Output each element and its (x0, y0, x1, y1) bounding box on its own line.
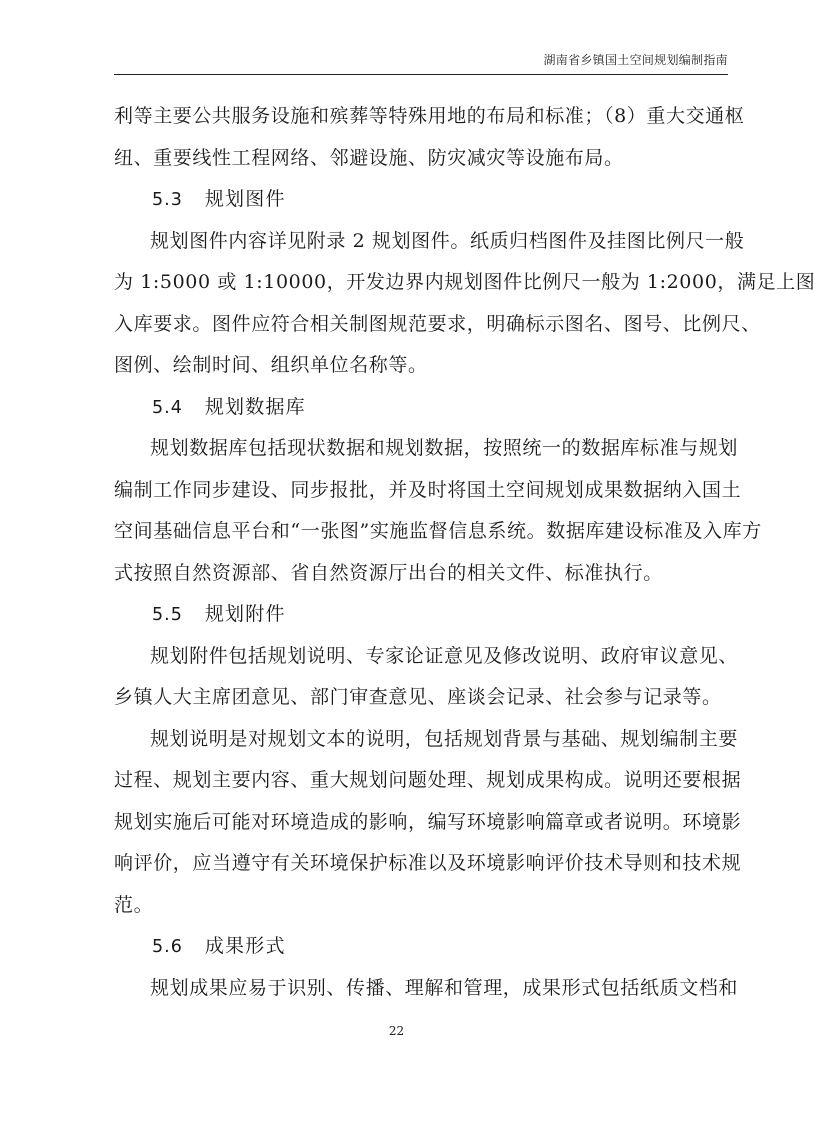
page-number: 22 (388, 1024, 405, 1038)
paragraph-line: 响评价，应当遵守有关环境保护标准以及环境影响评价技术导则和技术规 (114, 852, 742, 874)
section-number: 5.6 (152, 937, 183, 957)
paragraph-line: 乡镇人大主席团意见、部门审查意见、座谈会记录、社会参与记录等。 (114, 686, 722, 708)
paragraph-line: 编制工作同步建设、同步报批，并及时将国土空间规划成果数据纳入国土 (114, 478, 742, 501)
paragraph-line: 式按照自然资源部、省自然资源厅出台的相关文件、标准执行。 (114, 561, 663, 584)
document-title: 湖南省乡镇国土空间规划编制指南 (543, 53, 728, 67)
document-body (114, 96, 815, 1009)
paragraph-line: 规划附件包括规划说明、专家论证意见及修改说明、政府审议意见、 (150, 644, 739, 667)
paragraph-line: 入库要求。图件应符合相关制图规范要求，明确标示图名、图号、比例尺、 (114, 312, 761, 335)
section-number: 5.5 (152, 605, 183, 625)
paragraph-line: 规划成果应易于识别、传播、理解和管理，成果形式包括纸质文档和 (150, 976, 739, 999)
section-title: 规划附件 (204, 603, 286, 625)
paragraph-line: 利等主要公共服务设施和殡葬等特殊用地的布局和标准；（8）重大交通枢 (114, 105, 745, 127)
paragraph-line: 范。 (114, 893, 154, 916)
paragraph-line: 规划图件内容详见附录 2 规划图件。纸质归档图件及挂图比例尺一般 (150, 229, 745, 252)
page-header (114, 52, 728, 75)
section-number: 5.4 (152, 397, 183, 418)
section-heading-5-4 (114, 387, 728, 429)
paragraph-line: 图例、绘制时间、组织单位名称等。 (114, 354, 428, 376)
section-heading-5-3 (114, 179, 728, 221)
paragraph-line: 纽、重要线性工程网络、邻避设施、防灾减灾等设施布局。 (114, 146, 624, 169)
paragraph-line: 为 1:5000 或 1:10000，开发边界内规划图件比例尺一般为 1:2000，满足上图 (114, 271, 815, 293)
paragraph-line: 规划说明是对规划文本的说明，包括规划背景与基础、规划编制主要 (150, 727, 739, 750)
paragraph-line: 规划实施后可能对环境造成的影响，编写环境影响篇章或者说明。环境影 (114, 810, 742, 833)
section-heading-5-6 (114, 926, 728, 968)
paragraph-line: 空间基础信息平台和“一张图”实施监督信息系统。数据库建设标准及入库方 (114, 520, 762, 542)
paragraph-line: 规划数据库包括现状数据和规划数据，按照统一的数据库标准与规划 (150, 437, 739, 459)
section-heading-5-5 (114, 594, 728, 636)
paragraph-line: 过程、规划主要内容、重大规划问题处理、规划成果构成。说明还要根据 (114, 769, 742, 791)
section-title: 规划数据库 (204, 395, 306, 418)
section-title: 规划图件 (204, 188, 286, 210)
section-title: 成果形式 (204, 935, 286, 957)
section-number: 5.3 (152, 190, 183, 210)
